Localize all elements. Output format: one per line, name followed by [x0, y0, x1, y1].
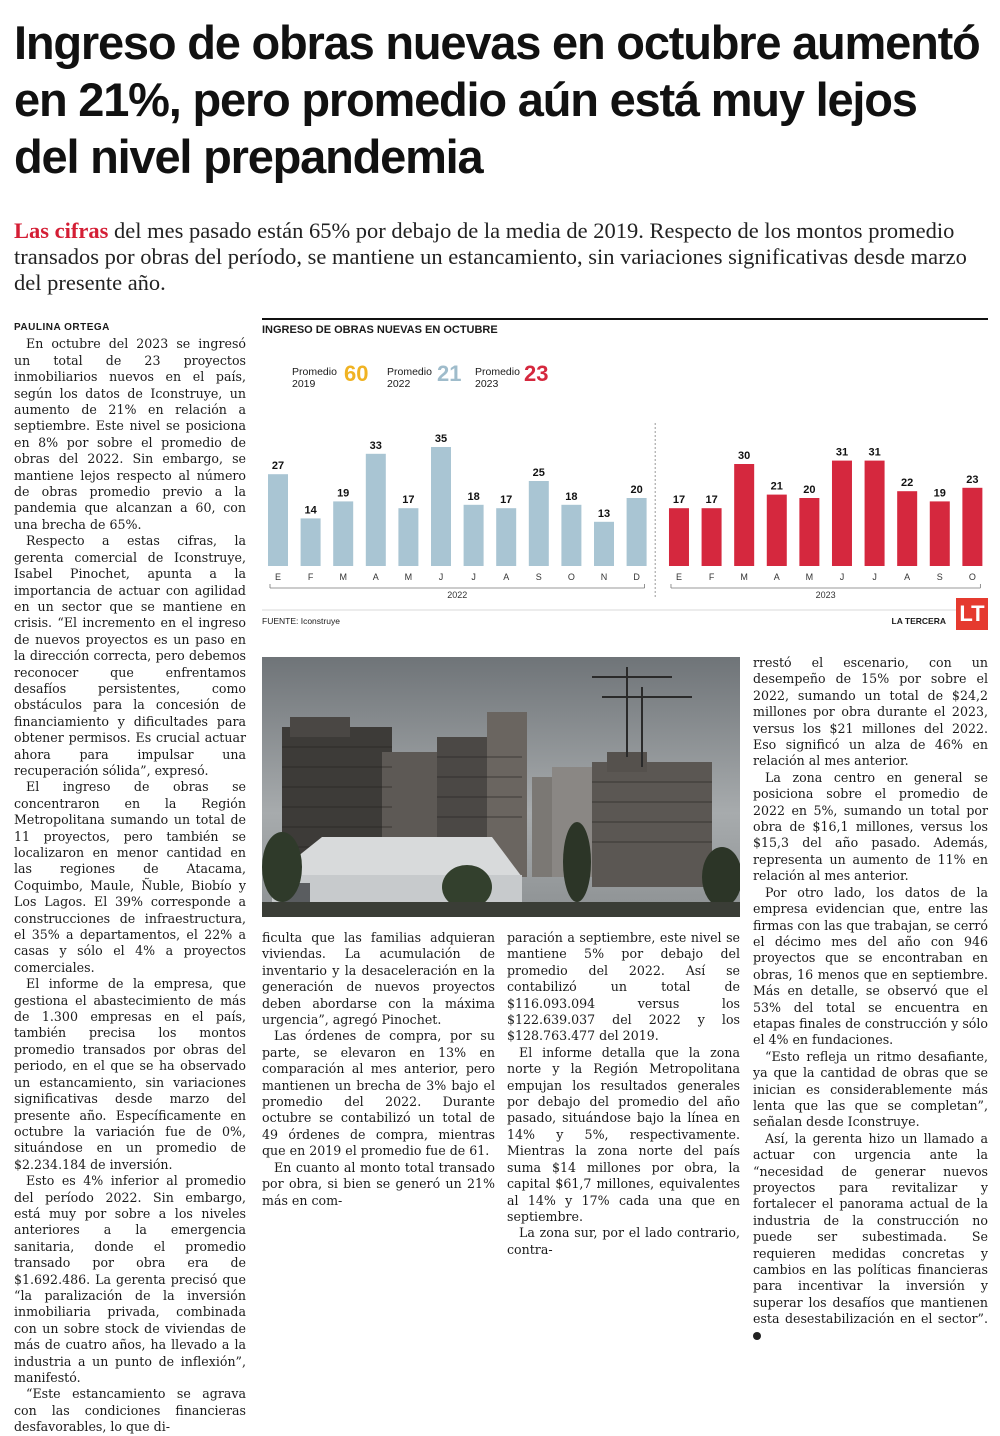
category-label: A [773, 572, 780, 582]
paragraph: rrestó el escenario, con un desempeño de 15% por sobre el 2022, sumando un total de $24,2 millones por obra durante el 2023, versus los $21 millones del 2022. Eso significó un alza de 46% en relación al mes anterior. [753, 655, 988, 769]
category-label: O [567, 572, 575, 582]
paragraph: En cuanto al monto total transado por obra, si bien se generó un 21% más en com- [262, 1159, 495, 1208]
deck-lead: Las cifras [14, 218, 109, 243]
construction-photo-image [262, 657, 740, 917]
data-label: 31 [835, 446, 849, 459]
byline: PAULINA ORTEGA [14, 322, 110, 333]
bar-2023-0 [669, 508, 689, 566]
bar-2022-8 [529, 481, 549, 566]
paragraph: La zona sur, por el lado contrario, contra- [507, 1225, 740, 1257]
category-label: F [708, 572, 715, 582]
data-label: 21 [770, 480, 783, 493]
paragraph: El informe de la empresa, que gestiona el abastecimiento de más de 1.300 empresas en el país, también precisa los montos promedio transados por obras del periodo, en el que se ha observado un estancamiento, sin variaciones significativas desde marzo del presente año. Específicamente en octubre la variación fue de 0%, situándose en un promedio de $2.234.184 de inversión. [14, 976, 246, 1172]
column-1 [14, 320, 246, 1436]
paragraph: Respecto a estas cifras, la gerenta comercial de Iconstruye, Isabel Pinochet, apunta a la importancia de actuar con agilidad en un sector que se mantiene en crisis. “El incremento en el ingreso de nuevos proyectos es un paso en la dirección correcta, pero debemos reconocer que enfrentamos desafíos persistentes, como obstáculos para la concesión de financiamiento y dificultades para obtener permisos. Es crucial actuar ahora para impulsar una recuperación sólida”, expresó. [14, 533, 246, 778]
average-year: 2023 [475, 378, 499, 390]
average-year: 2019 [292, 378, 316, 390]
data-label: 17 [672, 494, 686, 507]
category-label: M [805, 572, 814, 582]
bar-2022-2 [333, 501, 353, 566]
category-label: J [872, 572, 877, 582]
average-label: Promedio [387, 366, 432, 378]
bar-2022-4 [398, 508, 418, 566]
data-label: 17 [500, 494, 513, 507]
chart-title: INGRESO DE OBRAS NUEVAS EN OCTUBRE [262, 324, 498, 336]
average-value: 23 [524, 361, 549, 386]
data-label: 19 [337, 487, 350, 500]
data-label: 18 [565, 490, 578, 503]
data-label: 18 [467, 490, 480, 503]
paragraph [753, 1131, 988, 1344]
data-label: 13 [597, 507, 611, 520]
bar-2022-0 [268, 474, 288, 566]
category-label: N [600, 572, 608, 582]
data-label: 17 [705, 494, 718, 507]
bar-2022-3 [366, 454, 386, 566]
bar-2023-9 [962, 488, 982, 566]
paragraph: Esto es 4% inferior al promedio del período 2022. Sin embargo, está muy por sobre a los niveles anteriores a la emergencia sanitaria, donde el promedio transado por obra era de $1.692.486. La gerenta precisó que “la paralización de la inversión inmobiliaria privada, combinada con un sobre stock de viviendas de más de cuatro años, ha llevado a la industria a un punto de inflexión”, manifestó. [14, 1173, 246, 1385]
category-label: J [438, 572, 444, 582]
year-label: 2023 [815, 590, 836, 600]
data-label: 20 [630, 484, 643, 496]
year-label: 2022 [447, 590, 468, 600]
data-label: 35 [434, 433, 448, 445]
category-label: E [274, 572, 282, 582]
paragraph: “Esto refleja un ritmo desafiante, ya que la cantidad de obras que se inician es considerablemente más lenta que las que se completan”, señalan desde Iconstruye. [753, 1048, 988, 1130]
chart-svg [262, 318, 988, 630]
end-mark-icon [753, 1332, 761, 1340]
data-label: 14 [304, 504, 317, 517]
data-label: 31 [868, 446, 881, 459]
bar-2023-2 [734, 464, 754, 566]
data-label: 33 [369, 439, 382, 452]
data-label: 19 [933, 487, 946, 500]
column-2 [262, 930, 495, 1209]
construction-photo [262, 657, 740, 917]
average-value: 21 [437, 361, 462, 386]
bar-chart [262, 318, 988, 630]
paragraph: El ingreso de obras se concentraron en la Región Metropolitana sumando un total de 11 proyectos, pero también se localizaron en menor cantidad en las regiones de Atacama, Coquimbo, Maule, Ñuble, Biobío y Los Lagos. El 39% corresponde a construcciones de infraestructura, el 35% a departamentos, el 22% a casas y sólo el 4% a proyectos comerciales. [14, 779, 246, 975]
average-label: Promedio [475, 366, 520, 378]
column-4 [753, 655, 988, 1344]
bar-2022-5 [431, 447, 451, 566]
bar-2022-6 [464, 505, 484, 566]
data-label: 20 [803, 484, 816, 496]
category-label: A [372, 572, 379, 582]
bar-2023-5 [832, 461, 852, 566]
category-label: A [904, 572, 911, 582]
bar-2022-1 [301, 518, 321, 566]
paragraph: ficulta que las familias adquieran viviendas. La acumulación de inventario y la desaceleración en la generación de nuevos proyectos deben abordarse con la máxima urgencia”, agregó Pinochet. [262, 930, 495, 1028]
bar-2023-4 [799, 498, 819, 566]
category-label: E [675, 572, 682, 582]
bar-2023-6 [865, 461, 885, 566]
paragraph: paración a septiembre, este nivel se mantiene 5% por debajo del promedio del 2022. Así se contabilizó un total de $116.093.094 versus los $122.639.037 del 2022 y los $128.763.477 del 2019. [507, 930, 740, 1044]
deck [14, 218, 989, 296]
average-year: 2022 [387, 378, 411, 390]
bar-2022-9 [561, 505, 581, 566]
category-label: M [339, 572, 347, 582]
data-label: 17 [402, 494, 415, 507]
category-label: O [968, 572, 976, 582]
average-value: 60 [344, 361, 369, 386]
category-label: M [404, 572, 413, 582]
category-label: D [633, 572, 640, 582]
paragraph: La zona centro en general se posiciona sobre el promedio de 2022 en 5%, sumando un total por obra de $16,1 millones, versus los $15,3 del año pasado. Además, representa un aumento de 11% en relación al mes anterior. [753, 769, 988, 884]
category-label: M [740, 572, 748, 582]
data-label: 22 [901, 477, 914, 490]
category-label: F [307, 572, 314, 582]
bar-2023-3 [767, 495, 787, 566]
paragraph: En octubre del 2023 se ingresó un total de 23 proyectos inmobiliarios nuevos en el país, según los datos de Iconstruye, un aumento de 21% en relación a septiembre. Este nivel se posiciona en 8% por sobre el promedio de obras del 2022. Sin embargo, se mantiene lejos respecto al número de obras promedio previo a la pandemia que alcanzan a 60, con una brecha de 65%. [14, 336, 246, 532]
bar-2023-8 [930, 501, 950, 566]
la-tercera-logo: LT [956, 598, 988, 630]
deck-text: del mes pasado están 65% por debajo de la media de 2019. Respecto de los montos promedio transados por obras del período, se mantiene un estancamiento, sin variaciones significativas desde marzo del presente año. [14, 218, 967, 295]
headline: Ingreso de obras nuevas en octubre aumentó en 21%, pero promedio aún está muy lejos del nivel prepandemia [14, 16, 980, 183]
data-label: 30 [738, 450, 751, 462]
paragraph-text: Así, la gerenta hizo un llamado a actuar con urgencia ante la “necesidad de generar nuevos proyectos para revitalizar y fortalecer el panorama actual de la industria de la construcción no puede ser subestimada. Se requieren medidas concretas y cambios en las políticas financieras para incentivar la inversión y superar los desafíos que mantienen esta desestabilización en el sector”. [753, 1130, 988, 1327]
chart-source: FUENTE: Iconstruye [262, 616, 340, 626]
paragraph: Las órdenes de compra, por su parte, se elevaron en 13% en comparación al mes anterior, pero mantienen un brecha de 3% bajo el promedio del 2022. Durante octubre se contabilizó un total de 49 órdenes de compra, mientras que en 2019 el promedio fue de 61. [262, 1028, 495, 1159]
paragraph: El informe detalla que la zona norte y la Región Metropolitana empujan los resultados generales por debajo del promedio del año pasado, situándose bajo la línea en 14% y 5%, respectivamente. Mientras la zona norte del país suma $14 millones por obra, la capital $61,7 millones, equivalentes al 14% y 17% cada una que en septiembre. [507, 1044, 740, 1224]
bar-2022-10 [594, 522, 614, 566]
bar-2022-11 [627, 498, 647, 566]
category-label: J [839, 572, 845, 582]
paragraph: Por otro lado, los datos de la empresa evidencian que, entre las firmas con las que trabajan, se cerró el décimo mes del año con 946 proyectos que se encontraban en obras, 16 menos que en septiembre. Más en detalle, se observó que el 53% del total se encuentra en etapas finales de construcción y sólo el 4% en fundaciones. [753, 884, 988, 1048]
column-3 [507, 930, 740, 1258]
category-label: S [535, 572, 542, 582]
category-label: A [503, 572, 510, 582]
category-label: J [471, 572, 476, 582]
bar-2023-1 [702, 508, 722, 566]
bar-2022-7 [496, 508, 516, 566]
chart-brand: LA TERCERA [891, 616, 946, 626]
data-label: 27 [271, 460, 285, 473]
data-label: 25 [532, 467, 545, 479]
paragraph: “Este estancamiento se agrava con las condiciones financieras desfavorables, lo que di- [14, 1386, 246, 1435]
data-label: 23 [966, 473, 979, 486]
bar-2023-7 [897, 491, 917, 566]
average-label: Promedio [292, 366, 337, 378]
category-label: S [936, 572, 943, 582]
